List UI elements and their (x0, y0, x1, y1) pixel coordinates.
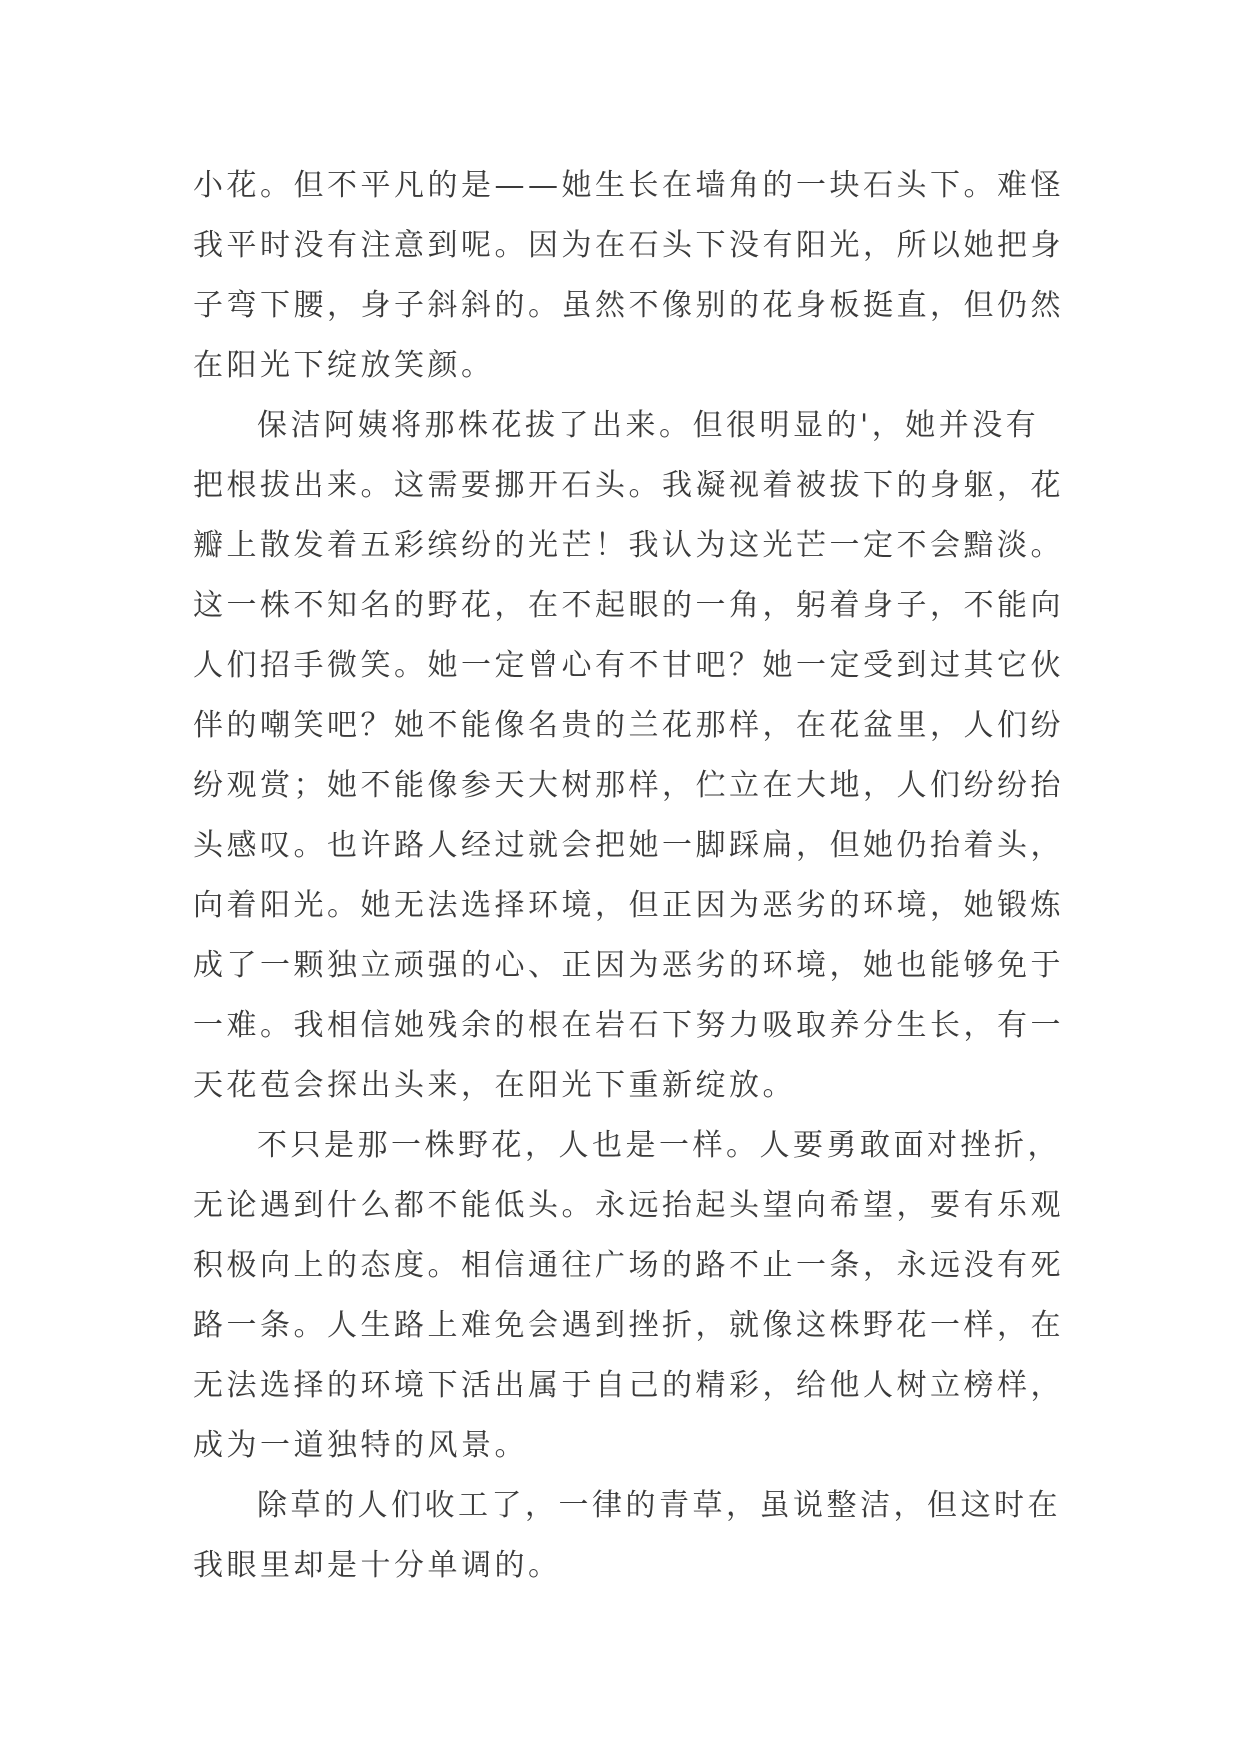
text-line: 路一条。人生路上难免会遇到挫折，就像这株野花一样，在 (193, 1308, 1064, 1343)
text-line: 这一株不知名的野花，在不起眼的一角，躬着身子，不能向 (193, 588, 1064, 623)
text-line: 我平时没有注意到呢。因为在石头下没有阳光，所以她把身 (193, 228, 1064, 263)
paragraph-3 (193, 1116, 1073, 1476)
document-body (193, 156, 1073, 1596)
text-line: 积极向上的态度。相信通往广场的路不止一条，永远没有死 (193, 1248, 1064, 1283)
text-line: 纷观赏；她不能像参天大树那样，伫立在大地，人们纷纷抬 (193, 768, 1064, 803)
text-line: 无法选择的环境下活出属于自己的精彩，给他人树立榜样， (193, 1368, 1064, 1403)
paragraph-4 (193, 1476, 1073, 1596)
paragraph-1 (193, 156, 1073, 396)
text-line: 瓣上散发着五彩缤纷的光芒！我认为这光芒一定不会黯淡。 (193, 528, 1064, 563)
text-line: 一难。我相信她残余的根在岩石下努力吸取养分生长，有一 (193, 1008, 1064, 1043)
text-line: 把根拔出来。这需要挪开石头。我凝视着被拔下的身躯，花 (193, 468, 1064, 503)
text-line: 头感叹。也许路人经过就会把她一脚踩扁，但她仍抬着头， (193, 828, 1064, 863)
text-line: 除草的人们收工了，一律的青草，虽说整洁，但这时在 (257, 1488, 1061, 1523)
text-line: 不只是那一株野花，人也是一样。人要勇敢面对挫折， (257, 1128, 1061, 1163)
text-line: 向着阳光。她无法选择环境，但正因为恶劣的环境，她锻炼 (193, 888, 1064, 923)
text-line: 无论遇到什么都不能低头。永远抬起头望向希望，要有乐观 (193, 1188, 1064, 1223)
text-line: 子弯下腰，身子斜斜的。虽然不像别的花身板挺直，但仍然 (193, 288, 1064, 323)
text-line: 成为一道独特的风景。 (193, 1428, 528, 1463)
text-line: 保洁阿姨将那株花拔了出来。但很明显的'，她并没有 (257, 408, 1040, 443)
paragraph-2 (193, 396, 1073, 1116)
text-line: 成了一颗独立顽强的心、正因为恶劣的环境，她也能够免于 (193, 948, 1064, 983)
text-line: 在阳光下绽放笑颜。 (193, 348, 495, 383)
text-line: 天花苞会探出头来，在阳光下重新绽放。 (193, 1068, 796, 1103)
text-line: 小花。但不平凡的是——她生长在墙角的一块石头下。难怪 (193, 168, 1064, 203)
text-line: 伴的嘲笑吧？她不能像名贵的兰花那样，在花盆里，人们纷 (193, 708, 1064, 743)
text-line: 人们招手微笑。她一定曾心有不甘吧？她一定受到过其它伙 (193, 648, 1064, 683)
text-line: 我眼里却是十分单调的。 (193, 1548, 562, 1583)
